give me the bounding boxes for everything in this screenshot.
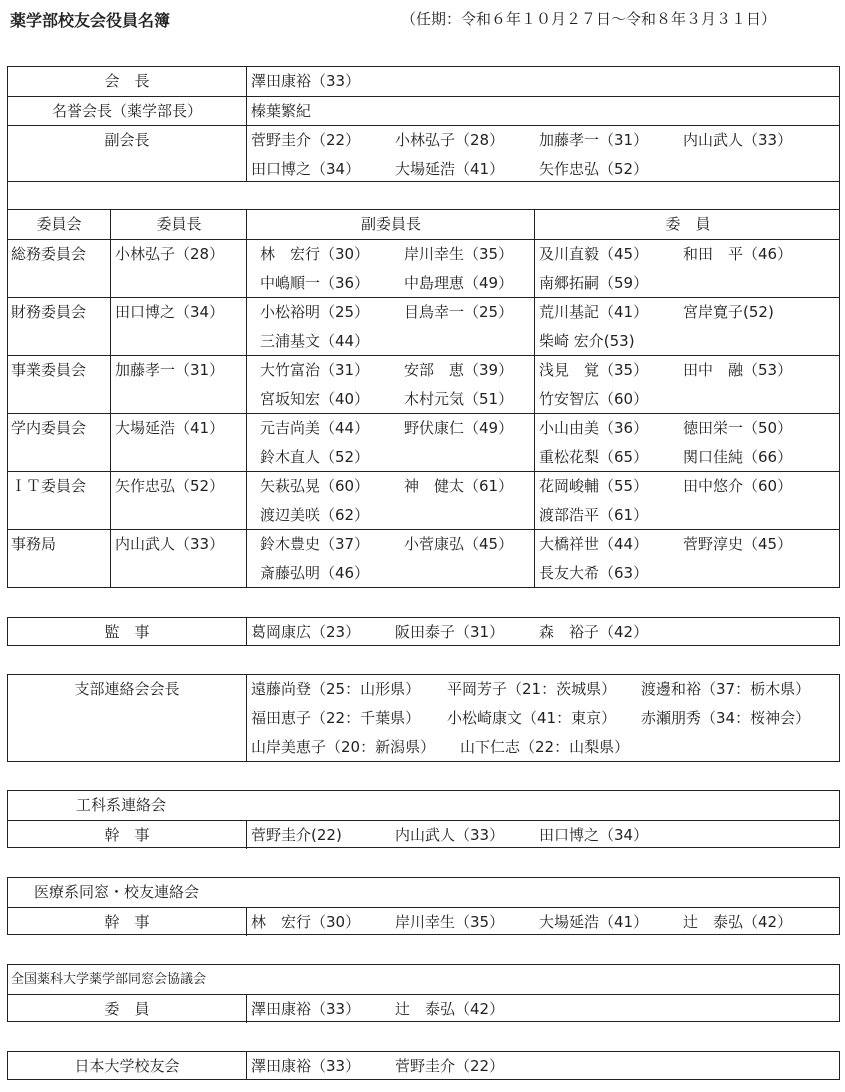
- vice-chair-name: 渡辺美咲（62）: [260, 506, 370, 524]
- spacer-row: [7, 181, 840, 210]
- committee-row: [8, 471, 839, 529]
- vice-chair-header: 副委員長: [360, 215, 421, 233]
- engineering-name: 菅野圭介(22): [251, 826, 342, 844]
- committee-member-name: 荒川基記（41）: [539, 303, 649, 321]
- vice-chair-name: 目鳥幸一（25）: [404, 303, 514, 321]
- committee-row: [8, 355, 839, 413]
- committee-name: 財務委員会: [11, 303, 87, 321]
- vice-chair-name: 鈴木直人（52）: [260, 448, 370, 466]
- committee-member-name: 大橋祥世（44）: [539, 535, 649, 553]
- branch-name: 遠藤尚登（25：山形県）: [251, 680, 421, 698]
- national-label: 委 員: [104, 1000, 150, 1018]
- honorary-label: 名誉会長（薬学部長）: [51, 102, 202, 120]
- engineering-title: 工科系連絡会: [76, 796, 167, 814]
- vice-chair-name: 元吉尚美（44）: [260, 419, 370, 437]
- vice-president-row: [8, 125, 839, 183]
- committee-chair: 内山武人（33）: [115, 535, 225, 553]
- committee-chair: 矢作忠弘（52）: [115, 477, 225, 495]
- nihon-table: [7, 1051, 840, 1080]
- committee-name: 総務委員会: [11, 245, 87, 263]
- branch-name: 山岸美恵子（20：新潟県）: [251, 738, 436, 756]
- nihon-label: 日本大学校友会: [74, 1057, 180, 1075]
- branch-name: 平岡芳子（21：茨城県）: [447, 680, 617, 698]
- vice-chair-name: 三浦基文（44）: [260, 332, 370, 350]
- members-header: 委 員: [665, 215, 711, 233]
- national-name: 澤田康裕（33）: [251, 1000, 361, 1018]
- vice-chair-name: 岸川幸生（35）: [404, 245, 514, 263]
- vice-chair-name: 小松裕明（25）: [260, 303, 370, 321]
- committee-member-name: 菅野淳史（45）: [683, 535, 793, 553]
- vice-chair-name: 大竹富治（31）: [260, 361, 370, 379]
- committee-member-name: 長友大希（63）: [539, 564, 649, 582]
- vice-president-label: 副会長: [104, 131, 150, 149]
- committee-name: 学内委員会: [11, 419, 87, 437]
- chair-header: 委員長: [156, 215, 202, 233]
- vice-president-name: 田口博之（34）: [251, 160, 361, 178]
- committee-member-name: 和田 平（46）: [683, 245, 793, 263]
- committee-member-name: 南郷拓嗣（59）: [539, 274, 649, 292]
- committee-member-name: 浅見 覚（35）: [539, 361, 649, 379]
- branch-name: 山下仁志（22：山梨県）: [460, 738, 630, 756]
- vice-chair-name: 中嶋順一（36）: [260, 274, 370, 292]
- branch-name: 福田恵子（22：千葉県）: [251, 709, 421, 727]
- committee-member-name: 田中 融（53）: [683, 361, 793, 379]
- national-table: [7, 964, 840, 1022]
- vice-chair-name: 小菅康弘（45）: [404, 535, 514, 553]
- vice-chair-name: 中島理恵（49）: [404, 274, 514, 292]
- vice-chair-name: 鈴木豊史（37）: [260, 535, 370, 553]
- vice-chair-name: 宮坂知宏（40）: [260, 390, 370, 408]
- medical-name: 岸川幸生（35）: [395, 913, 505, 931]
- vice-president-name: 大場延浩（41）: [395, 160, 505, 178]
- committee-chair: 田口博之（34）: [115, 303, 225, 321]
- engineering-name: 田口博之（34）: [539, 826, 649, 844]
- committee-name: 事業委員会: [11, 361, 87, 379]
- committee-member-name: 徳田栄一（50）: [683, 419, 793, 437]
- vice-president-name: 矢作忠弘（52）: [539, 160, 649, 178]
- committee-row: [8, 413, 839, 471]
- engineering-name: 内山武人（33）: [395, 826, 505, 844]
- committee-name: ＩＴ委員会: [11, 477, 87, 495]
- committee-member-name: 小山由美（36）: [539, 419, 649, 437]
- medical-name: 林 宏行（30）: [251, 913, 361, 931]
- medical-title: 医療系同窓・校友連絡会: [34, 883, 200, 901]
- committee-chair: 小林弘子（28）: [115, 245, 225, 263]
- vice-president-name: 菅野圭介（22）: [251, 131, 361, 149]
- committee-row: [8, 529, 839, 587]
- president-row: [8, 67, 839, 96]
- branch-name: 赤瀬朋秀（34：桜神会）: [641, 709, 811, 727]
- committee-member-name: 柴崎 宏介(53): [539, 332, 635, 350]
- vice-chair-name: 斎藤弘明（46）: [260, 564, 370, 582]
- president-label: 会 長: [104, 72, 150, 90]
- auditor-name: 阪田泰子（31）: [395, 623, 505, 641]
- committee-member-name: 花岡峻輔（55）: [539, 477, 649, 495]
- officers-table: [7, 66, 840, 182]
- term-period: （任期：令和６年１０月２７日～令和８年３月３１日）: [401, 10, 777, 28]
- vice-president-name: 加藤孝一（31）: [539, 131, 649, 149]
- auditor-name: 葛岡康広（23）: [251, 623, 361, 641]
- auditor-label: 監 事: [104, 623, 150, 641]
- engineering-table: [7, 790, 840, 848]
- vice-chair-name: 野伏康仁（49）: [404, 419, 514, 437]
- vice-chair-name: 林 宏行（30）: [260, 245, 370, 263]
- medical-label: 幹 事: [104, 913, 150, 931]
- branch-name: 渡邊和裕（37：栃木県）: [641, 680, 811, 698]
- page-title: 薬学部校友会役員名簿: [10, 11, 171, 30]
- vice-chair-name: 安部 恵（39）: [404, 361, 514, 379]
- president-name: 澤田康裕（33）: [251, 72, 361, 90]
- nihon-name: 菅野圭介（22）: [395, 1057, 505, 1075]
- committee-member-name: 渡部浩平（61）: [539, 506, 649, 524]
- committee-member-name: 宮岸寛子(52): [683, 303, 774, 321]
- branch-label: 支部連絡会会長: [74, 680, 180, 698]
- committee-row: [8, 297, 839, 355]
- engineering-label: 幹 事: [104, 826, 150, 844]
- committee-member-name: 田中悠介（60）: [683, 477, 793, 495]
- vice-chair-name: 木村元気（51）: [404, 390, 514, 408]
- branch-name: 小松崎康文（41：東京）: [447, 709, 617, 727]
- vice-chair-name: 矢萩弘晃（60）: [260, 477, 370, 495]
- committee-member-name: 重松花梨（65）: [539, 448, 649, 466]
- national-name: 辻 泰弘（42）: [395, 1000, 505, 1018]
- committee-chair: 加藤孝一（31）: [115, 361, 225, 379]
- committee-row: [8, 239, 839, 297]
- committee-chair: 大場延浩（41）: [115, 419, 225, 437]
- committees-table: [7, 209, 840, 588]
- medical-name: 辻 泰弘（42）: [683, 913, 793, 931]
- honorary-name: 榛葉繁紀: [251, 102, 312, 120]
- auditor-name: 森 裕子（42）: [539, 623, 649, 641]
- auditor-table: [7, 617, 840, 646]
- medical-name: 大場延浩（41）: [539, 913, 649, 931]
- nihon-name: 澤田康裕（33）: [251, 1057, 361, 1075]
- vice-president-name: 内山武人（33）: [683, 131, 793, 149]
- committee-name: 事務局: [11, 535, 57, 553]
- committee-member-name: 関口佳純（66）: [683, 448, 793, 466]
- committee-header: 委員会: [36, 215, 82, 233]
- vice-chair-name: 神 健太（61）: [404, 477, 514, 495]
- honorary-row: [8, 96, 839, 125]
- branch-table: [7, 674, 840, 762]
- committee-member-name: 及川直毅（45）: [539, 245, 649, 263]
- medical-table: [7, 877, 840, 935]
- committee-member-name: 竹安智広（60）: [539, 390, 649, 408]
- vice-president-name: 小林弘子（28）: [395, 131, 505, 149]
- committees-header-row: [8, 210, 839, 239]
- national-title: 全国薬科大学薬学部同窓会協議会: [11, 972, 207, 987]
